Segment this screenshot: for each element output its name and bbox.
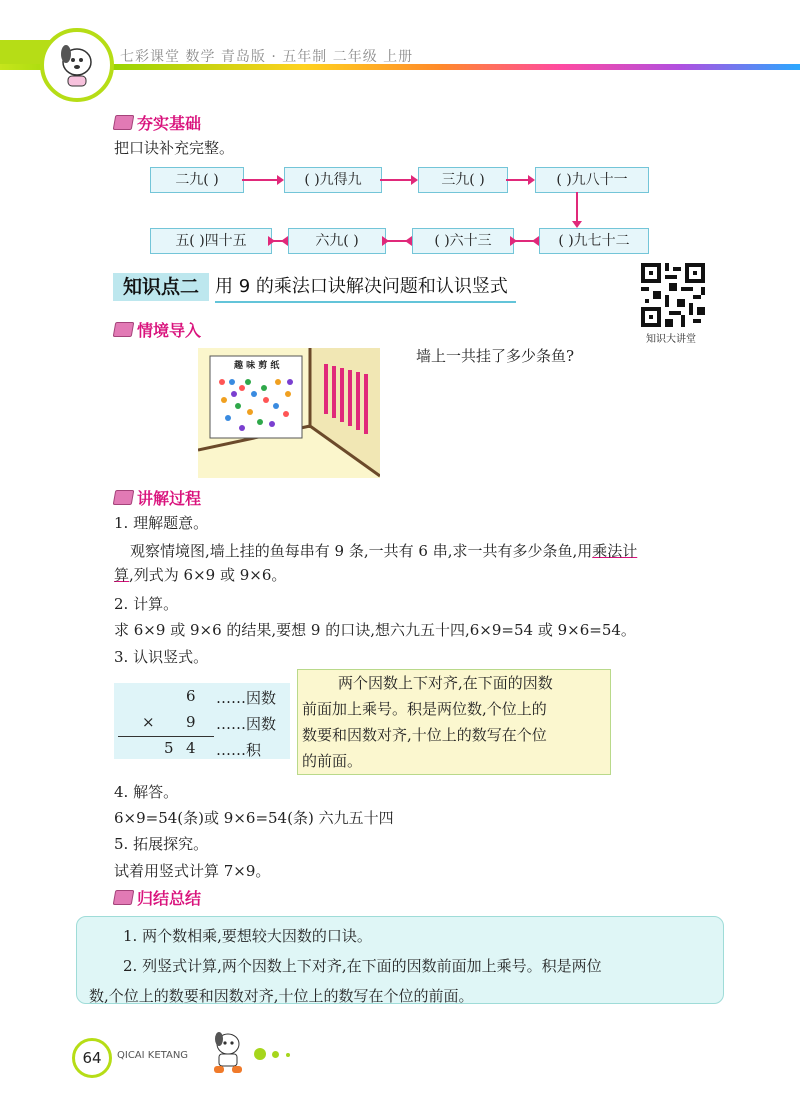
- knowledge-point-label: 知识点二: [113, 273, 209, 301]
- chain-box[interactable]: 五( )四十五: [150, 228, 272, 254]
- mascot-logo: [40, 28, 114, 102]
- qr-code-icon[interactable]: [641, 263, 705, 327]
- arrow-right-icon: [242, 179, 282, 181]
- section-heading-scenario: 情境导入: [114, 318, 201, 341]
- classroom-wall-illustration: [198, 348, 380, 478]
- chain-box[interactable]: 二九( ): [150, 167, 244, 193]
- step-1-title: 1. 理解题意。: [114, 514, 209, 532]
- calc-product-tens: 5: [164, 739, 174, 757]
- calc-label-factor-2: ……因数: [216, 715, 277, 733]
- calc-operator: ×: [142, 713, 155, 731]
- chain-box[interactable]: 三九( ): [418, 167, 508, 193]
- dog-mascot-icon: [44, 32, 110, 98]
- calc-label-factor-1: ……因数: [216, 689, 277, 707]
- chain-box[interactable]: ( )九八十一: [535, 167, 649, 193]
- calc-product-ones: 4: [186, 739, 196, 757]
- instruction-text: 把口诀补充完整。: [114, 139, 235, 157]
- calc-line: [118, 736, 214, 737]
- decor-dot: [254, 1048, 266, 1060]
- decor-dot: [286, 1053, 290, 1057]
- note-line: 前面加上乘号。积是两位数,个位上的: [302, 700, 547, 718]
- summary-line: 1. 两个数相乘,要想较大因数的口诀。: [123, 927, 372, 945]
- section-heading-basics: 夯实基础: [114, 111, 201, 134]
- vertical-calc-note: [297, 669, 611, 775]
- step-4-text: 6×9=54(条)或 9×6=54(条) 六九五十四: [114, 809, 394, 827]
- dog-mascot-icon: [206, 1030, 250, 1076]
- vertical-calculation: [114, 683, 290, 759]
- calc-factor-2: 9: [186, 713, 196, 731]
- qr-caption: 知识大讲堂: [646, 334, 696, 345]
- step-4-title: 4. 解答。: [114, 783, 179, 801]
- section-heading-summary: 归结总结: [114, 886, 201, 909]
- step-3-title: 3. 认识竖式。: [114, 648, 209, 666]
- scenario-question: 墙上一共挂了多少条鱼?: [416, 347, 575, 365]
- step-1-text-cont: 算,列式为 6×9 或 9×6。: [114, 566, 287, 584]
- page-number: 64: [72, 1038, 112, 1078]
- step-2-text: 求 6×9 或 9×6 的结果,要想 9 的口诀,想六九五十四,6×9=54 或 9×6=54。: [114, 621, 636, 639]
- step-5-text: 试着用竖式计算 7×9。: [114, 862, 271, 880]
- chain-box[interactable]: 六九( ): [288, 228, 386, 254]
- arrow-right-icon: [506, 179, 533, 181]
- arrow-left-icon: [270, 240, 286, 242]
- chain-box[interactable]: ( )九得九: [284, 167, 382, 193]
- note-line: 数要和因数对齐,十位上的数写在个位: [302, 726, 547, 744]
- arrow-left-icon: [512, 240, 537, 242]
- step-5-title: 5. 拓展探究。: [114, 835, 209, 853]
- note-line: 的前面。: [302, 752, 363, 770]
- step-1-text: 观察情境图,墙上挂的鱼每串有 9 条,一共有 6 串,求一共有多少条鱼,用乘法计: [130, 542, 638, 560]
- summary-box: [76, 916, 724, 1004]
- arrow-down-icon: [576, 192, 578, 226]
- arrow-right-icon: [380, 179, 416, 181]
- note-line: 两个因数上下对齐,在下面的因数: [338, 674, 553, 692]
- summary-line: 数,个位上的数要和因数对齐,十位上的数写在个位的前面。: [89, 987, 474, 1005]
- calc-factor-1: 6: [186, 687, 196, 705]
- header-title: 七彩课堂 数学 青岛版 · 五年制 二年级 上册: [120, 49, 414, 65]
- summary-line: 2. 列竖式计算,两个因数上下对齐,在下面的因数前面加上乘号。积是两位: [123, 957, 602, 975]
- step-2-title: 2. 计算。: [114, 595, 179, 613]
- book-icon: [113, 890, 135, 905]
- knowledge-point-title: 用 9 的乘法口诀解决问题和认识竖式: [215, 273, 516, 303]
- book-icon: [113, 322, 135, 337]
- book-icon: [113, 115, 135, 130]
- footer-brand: QICAI KETANG: [117, 1050, 189, 1061]
- chain-box[interactable]: ( )六十三: [412, 228, 514, 254]
- arrow-left-icon: [384, 240, 410, 242]
- decor-dot: [272, 1051, 279, 1058]
- calc-label-product: ……积: [216, 741, 262, 759]
- chain-box[interactable]: ( )九七十二: [539, 228, 649, 254]
- book-icon: [113, 490, 135, 505]
- board-title: 趣 味 剪 纸: [234, 361, 280, 371]
- section-heading-explanation: 讲解过程: [114, 486, 201, 509]
